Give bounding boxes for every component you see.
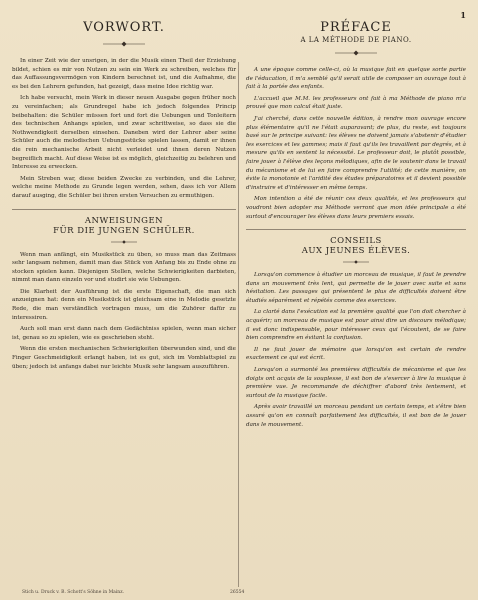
plate-number: 26554: [230, 590, 245, 595]
ornament-divider-icon: [335, 50, 377, 56]
german-advice-paragraph-2: Die Klarheit der Ausführung ist die erste Eigenschaft, die man sich anzueignen hat: denn ein Musikstück ist gleichsam eine in Melodie gesetzte Rede, die man verständlich vortragen muss, um die Zuhörer dafür zu interessiren.: [12, 288, 236, 321]
french-advice-paragraph-2: La clarté dans l'exécution est la première qualité que l'on doit chercher à acquérir; un morceau de musique est pour ainsi dire un discours mélodique; il est donc indispensable, pour intéresser ceux qui l'écoutent, de se faire bien comprendre en évitant la confusion.: [246, 309, 466, 342]
german-section-title-line2: FÜR DIE JUNGEN SCHÜLER.: [53, 225, 195, 236]
french-subtitle: A LA MÉTHODE DE PIANO.: [300, 36, 412, 44]
french-advice-paragraph-5: Après avoir travaillé un morceau pendant un certain temps, et s'être bien assuré qu'on en connaît parfaitement les difficultés, il est bon de le jouer dans le mouvement.: [246, 404, 466, 428]
french-preface-paragraph-4: Mon intention a été de réunir ces deux qualités, et les professeurs qui voudront bien adopter ma Méthode verront que mon idée principale a été surtout d'encourager les élèves dans leurs premiers essais.: [246, 196, 466, 220]
german-advice-paragraph-1: Wenn man anfängt, ein Musikstück zu üben, so muss man das Zeitmass sehr langsam nehmen, damit man das Stück von Anfang bis zu Ende ohne zu stocken spielen kann. Diejenigen Stellen, welche Schwierigkeiten darbieten, nimmt man dann einzeln vor und studirt sie wie Uebungen.: [12, 251, 236, 284]
french-advice-paragraph-1: Lorsqu'on commence à étudier un morceau de musique, il faut le prendre dans un mouvement très lent, qui permette de le jouer avec suite et sans hésitation. Les passages qui présentent le plus de difficultés doivent être étudiés séparément et répétés comme des exercices.: [246, 272, 466, 304]
german-preface-paragraph-3: Mein Streben war, diese beiden Zwecke zu verbinden, und die Lehrer, welche meine Methode zu Grunde legen werden, sehen, dass ich vor Allem darauf ausging, die Schüler bei ihren ersten Versuchen zu ermuthigen.: [12, 175, 236, 199]
column-divider: [238, 62, 239, 587]
french-title: PRÉFACE: [320, 20, 392, 35]
publisher-imprint: Stich u. Druck v. B. Schott's Söhne in Mainz.: [22, 590, 124, 595]
small-ornament-icon: [343, 260, 369, 264]
french-section-title: [246, 236, 466, 256]
german-advice-paragraph-4: Wenn die ersten mechanischen Schwierigkeiten überwunden sind, und die Finger Geschmeidigkeit erlangt haben, ist es gut, sich im Vomblattspiel zu üben; jedoch ist anfangs dabei nur leichte Musik sehr langsam auszuführen.: [12, 346, 236, 370]
german-section-title: [12, 216, 236, 236]
german-preface-paragraph-1: In einer Zeit wie der unsrigen, in der die Musik einen Theil der Erziehung bildet, schien es mir von Nutzen zu sein ein Werk zu schreiben, welches für das Auffassungsvermögen von Kindern berechnet ist, und die Aufnahme, die es bei den Lehrern gefunden, hat gezeigt, dass meine Idee richtig war.: [12, 58, 236, 90]
german-title: VORWORT.: [83, 20, 165, 35]
french-advice-paragraph-3: Il ne faut jouer de mémoire que lorsqu'on est certain de rendre exactement ce qui est écrit.: [246, 346, 466, 362]
german-preface-paragraph-2: Ich habe versucht, mein Werk in dieser neuen Ausgabe gegen früher noch zu vereinfachen; als Grundregel habe ich jedoch folgendes Princip beibehalten: die Schüler müssen fort und fort die Uebungen und Tonleitern des technischen Anhangs spielen, und zwar schrittweise, so dass sie die Nothwendigkeit derselben einsehen. Daneben wird der Lehrer aber seine Schüler auch die melodischen Uebungsstücke spielen lassen, damit er ihnen die rein mechanische Arbeit nicht verleidet und ihnen deren Nutzen begreiflich macht. Auf diese Weise ist es möglich, gleichzeitig zu belehren und Interesse zu erwecken.: [12, 95, 236, 171]
german-section-title-line1: ANWEISUNGEN: [84, 215, 164, 226]
french-section-title-line2: AUX JEUNES ÉLÈVES.: [301, 246, 411, 257]
german-column: [12, 16, 236, 374]
french-preface-paragraph-3: J'ai cherché, dans cette nouvelle édition, à rendre mon ouvrage encore plus élémentaire qu'il ne l'était auparavant; de plus, du reste, est toujours basé sur le principe suivant: les élèves ne doivent jamais s'abstenir d'étudier les exercices et les gammes; mais il faut qu'ils les travaillent par degrés, et à mesure qu'ils en sentent la nécessité. Le professeur doit, le plutôt possible, faire jouer à l'élève des leçons mélodiques, afin de le soutenir dans le travail du mécanisme et de lui en faire comprendre l'utilité; de cette manière, on évite la monotonie et l'aridité des études préparatoires et il devient possible d'instruire et d'intéresser en même temps.: [246, 115, 466, 191]
small-ornament-icon: [111, 240, 137, 244]
german-section-separator: [12, 209, 236, 210]
german-advice-paragraph-3: Auch soll man erst dann nach dem Gedächtniss spielen, wenn man sicher ist, genau so zu spielen, wie es geschrieben steht.: [12, 326, 236, 341]
french-section-separator: [246, 229, 466, 230]
french-advice-paragraph-4: Lorsqu'on a surmonté les premières difficultés de mécanisme et que les doigts ont acquis de la souplesse, il est bon de s'exercer à lire la musique à première vue. Je recommande de déchiffrer d'abord très lentement, et surtout de la musique facile.: [246, 367, 466, 399]
ornament-divider-icon: [103, 41, 145, 47]
page-number: 1: [460, 10, 466, 20]
french-preface-paragraph-2: L'accueil que M.M. les professeurs ont fait à ma Méthode de piano m'a prouvé que mon calcul était juste.: [246, 95, 466, 111]
french-column: [246, 16, 466, 432]
french-preface-paragraph-1: A une époque comme celle-ci, où la musique fait en quelque sorte partie de l'éducation, il m'a semblé qu'il serait utile de composer un ouvrage tout à fait à la portée des enfants.: [246, 67, 466, 91]
french-section-title-line1: CONSEILS: [330, 236, 382, 247]
